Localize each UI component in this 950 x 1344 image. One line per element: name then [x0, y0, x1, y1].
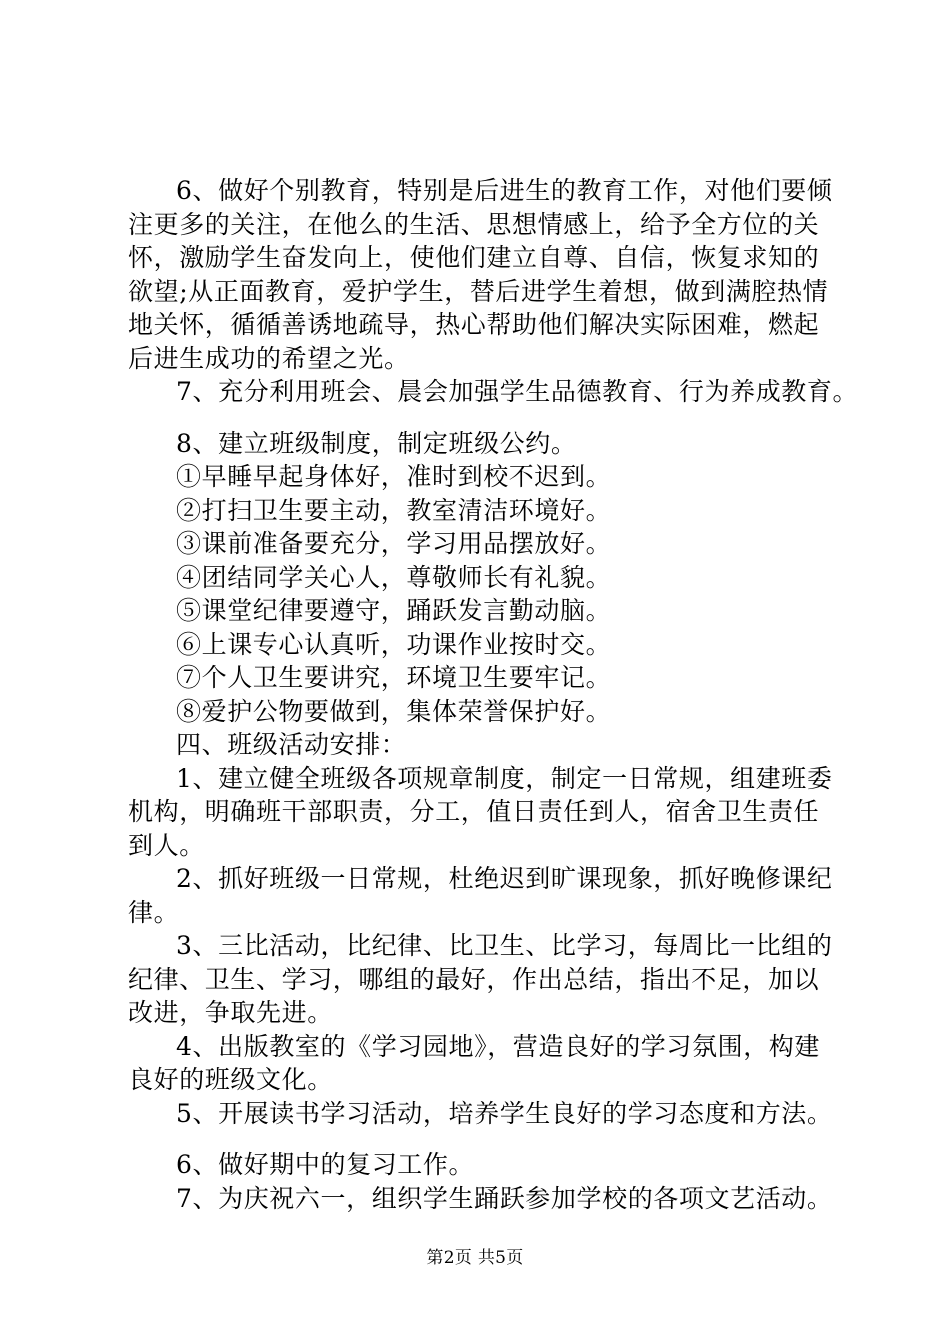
paragraph-line: 怀，激励学生奋发向上，使他们建立自尊、自信，恢复求知的 — [128, 243, 820, 272]
paragraph-line: 纪律、卫生、学习，哪组的最好，作出总结，指出不足，加以 — [128, 964, 820, 994]
paragraph-line: 注更多的关注，在他么的生活、思想情感上，给予全方位的关 — [128, 209, 820, 239]
paragraph-line: 3、三比活动，比纪律、比卫生、比学习，每周比一比组的 — [176, 931, 833, 960]
paragraph-line: 良好的班级文化。 — [128, 1065, 333, 1094]
paragraph-line: 后进生成功的希望之光。 — [128, 343, 410, 373]
paragraph-line: 机构，明确班干部职责，分工，值日责任到人，宿舍卫生责任 — [128, 797, 820, 826]
convention-item: ②打扫卫生要主动，教室清洁环境好。 — [176, 495, 612, 525]
paragraph-line: 6、做好期中的复习工作。 — [176, 1150, 475, 1179]
paragraph-line: 6、做好个别教育，特别是后进生的教育工作，对他们要倾 — [176, 176, 833, 205]
paragraph-line: 1、建立健全班级各项规章制度，制定一日常规，组建班委 — [176, 763, 833, 793]
convention-item: ⑤课堂纪律要遵守，踊跃发言勤动脑。 — [176, 596, 612, 625]
convention-item: ⑧爱护公物要做到，集体荣誉保护好。 — [176, 696, 612, 726]
paragraph-line: 2、抓好班级一日常规，杜绝迟到旷课现象，抓好晚修课纪 — [176, 864, 833, 893]
paragraph-line: 到人。 — [128, 830, 205, 860]
document-body — [128, 174, 859, 1215]
convention-item: ④团结同学关心人，尊敬师长有礼貌。 — [176, 562, 612, 592]
paragraph-line: 改进，争取先进。 — [128, 998, 333, 1027]
paragraph-line: 8、建立班级制度，制定班级公约。 — [176, 428, 577, 458]
convention-item: ⑥上课专心认真听，功课作业按时交。 — [176, 629, 612, 659]
paragraph-line: 律。 — [128, 897, 180, 927]
convention-item: ⑦个人卫生要讲究，环境卫生要牢记。 — [176, 663, 612, 692]
paragraph-line: 7、充分利用班会、晨会加强学生品德教育、行为养成教育。 — [176, 377, 859, 406]
convention-item: ③课前准备要充分，学习用品摆放好。 — [176, 529, 612, 558]
page-footer: 第2页 共5页 — [426, 1248, 524, 1268]
paragraph-line: 4、出版教室的《学习园地》，营造良好的学习氛围，构建 — [176, 1031, 821, 1061]
section-heading: 四、班级活动安排： — [176, 730, 407, 759]
convention-item: ①早睡早起身体好，准时到校不迟到。 — [176, 462, 612, 491]
paragraph-line: 7、为庆祝六一，组织学生踊跃参加学校的各项文艺活动。 — [176, 1183, 833, 1213]
paragraph-line: 5、开展读书学习活动，培养学生良好的学习态度和方法。 — [176, 1098, 833, 1128]
paragraph-line: 地关怀，循循善诱地疏导，热心帮助他们解决实际困难，燃起 — [128, 310, 820, 339]
paragraph-line: 欲望;从正面教育，爱护学生，替后进学生着想，做到满腔热情 — [128, 276, 829, 306]
